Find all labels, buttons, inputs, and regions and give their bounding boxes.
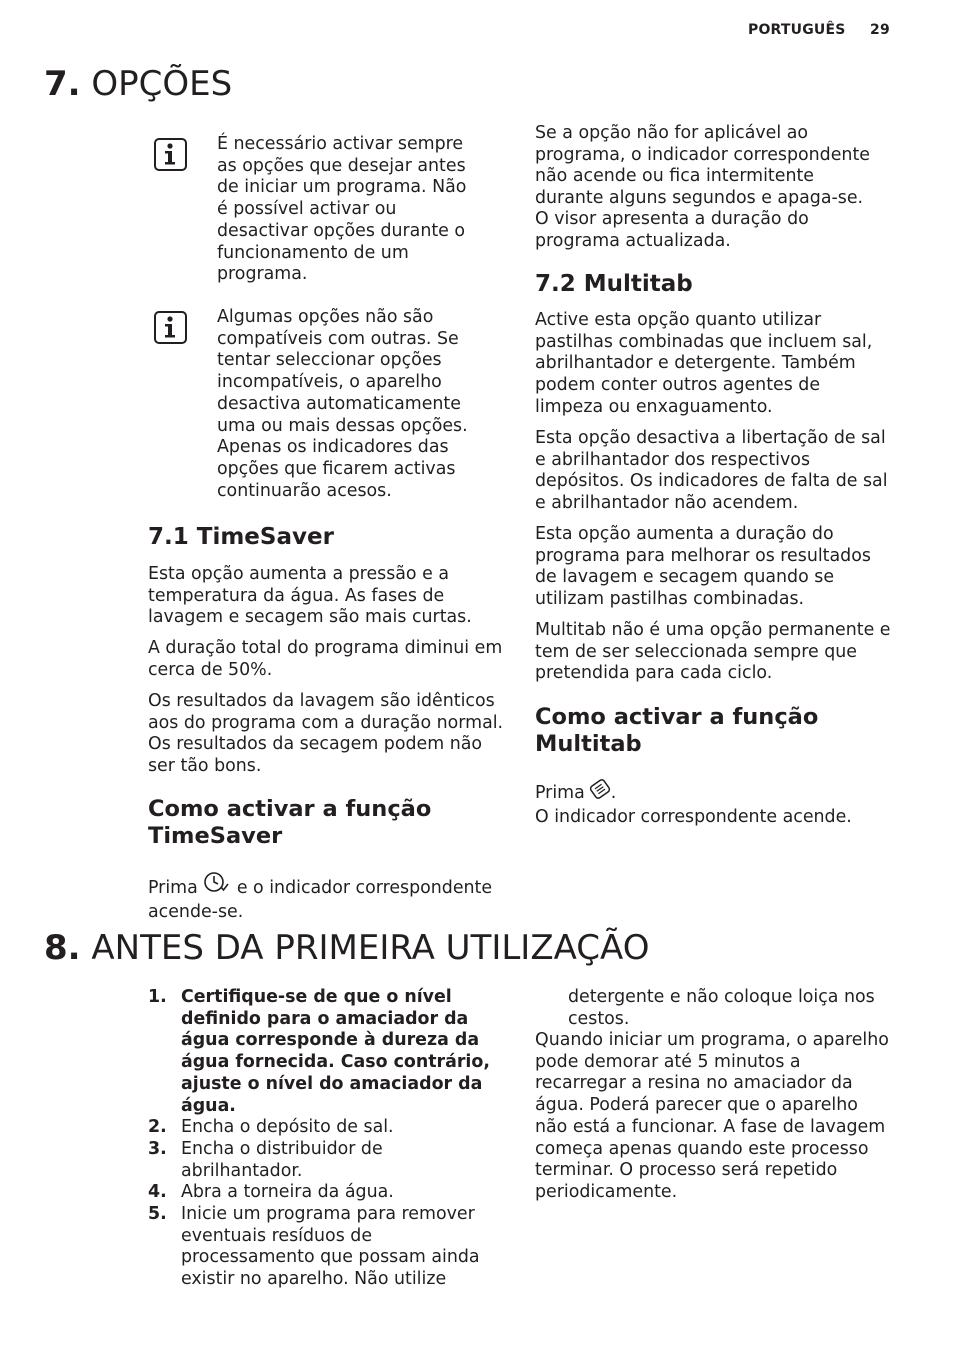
multitab-icon — [589, 778, 611, 807]
subsection-7-1-number: 7.1 — [148, 524, 189, 550]
timesaver-howto-text — [148, 871, 498, 923]
subsection-7-2-number: 7.2 — [535, 271, 576, 297]
section-8-number: 8. — [44, 928, 81, 968]
step-text: Inicie um programa para remover eventuais resíduos de processamento que possam ainda existir no aparelho. Não utilize — [181, 1204, 480, 1290]
language-label: PORTUGUÊS — [748, 22, 846, 38]
multitab-howto-suffix: . — [610, 783, 617, 803]
multitab-paragraph-3: Esta opção aumenta a duração do programa para melhorar os resultados de lavagem e secagem quando se utilizam pastilhas combinadas. — [535, 524, 871, 610]
timesaver-paragraph-1: Esta opção aumenta a pressão e a temperatura da água. As fases de lavagem e secagem são mais curtas. — [148, 564, 472, 628]
step-number: 4. — [148, 1182, 167, 1203]
step-number: 2. — [148, 1117, 167, 1138]
step-number: 1. — [148, 987, 167, 1007]
multitab-howto-heading: Como activar a função Multitab — [535, 704, 819, 757]
page-number: 29 — [870, 22, 890, 38]
resin-recharge-paragraph: Quando iniciar um programa, o aparelho pode demorar até 5 minutos a recarregar a resina no amaciador da água. Poderá parecer que o aparelho não está a funcionar. A fase de lavagem começa apenas quando este processo terminar. O processo será repetido periodicamente. — [535, 1030, 889, 1202]
list-item — [148, 1204, 503, 1291]
timesaver-paragraph-2: A duração total do programa diminui em cerca de 50%. — [148, 638, 503, 680]
timesaver-howto-heading: Como activar a função TimeSaver — [148, 796, 432, 849]
multitab-howto-text — [535, 778, 895, 828]
subsection-7-2-title: Multitab — [583, 271, 693, 297]
info-icon — [154, 138, 187, 171]
multitab-paragraph-2: Esta opção desactiva a libertação de sal e abrilhantador dos respectivos depósitos. Os indicadores de falta de sal e abrilhantador não acendem. — [535, 428, 888, 514]
step-text: Encha o depósito de sal. — [181, 1117, 394, 1138]
info-icon — [154, 311, 187, 344]
step-number: 5. — [148, 1204, 167, 1225]
display-duration-text: O visor apresenta a duração do programa actualizada. — [535, 209, 809, 251]
step-number: 3. — [148, 1138, 167, 1159]
list-item — [148, 1117, 503, 1139]
multitab-howto-line2: O indicador correspondente acende. — [535, 806, 852, 827]
list-item — [148, 1182, 503, 1204]
section-7-number: 7. — [44, 64, 81, 104]
note-incompatible-options: Algumas opções não são compatíveis com outras. Se tentar seleccionar opções incompatíveis, o aparelho desactiva automaticamente uma ou mais dessas opções. Apenas os indicadores das opções que ficarem activas continuarão acesos. — [217, 307, 468, 501]
list-item — [148, 1139, 503, 1182]
subsection-7-2-heading — [535, 271, 693, 297]
timesaver-icon — [203, 871, 231, 902]
setup-steps-list — [148, 987, 503, 1291]
timesaver-howto-suffix: e o indicador correspondente acende-se. — [148, 878, 493, 922]
timesaver-paragraph-3: Os resultados da lavagem são idênticos aos do programa com a duração normal. Os resultados da secagem podem não ser tão bons. — [148, 691, 504, 777]
multitab-paragraph-4: Multitab não é uma opção permanente e tem de ser seleccionada sempre que pretendida para cada ciclo. — [535, 620, 891, 684]
subsection-7-1-title: TimeSaver — [196, 524, 334, 550]
multitab-howto-prefix: Prima — [535, 783, 585, 803]
section-7-title: OPÇÕES — [91, 64, 233, 104]
step-5-continuation: detergente e não coloque loiça nos cestos. — [568, 987, 875, 1029]
option-not-applicable-text: Se a opção não for aplicável ao programa, o indicador correspondente não acende ou fica intermitente durante alguns segundos e apaga-se. — [535, 123, 870, 209]
step-text: Certifique-se de que o nível definido para o amaciador da água corresponde à dureza da água fornecida. Caso contrário, ajuste o nível do amaciador da água. — [181, 987, 490, 1116]
multitab-paragraph-1: Active esta opção quanto utilizar pastilhas combinadas que incluem sal, abrilhantador e detergente. Também podem conter outros agentes de limpeza ou enxaguamento. — [535, 310, 873, 417]
note-options-before-start: É necessário activar sempre as opções que desejar antes de iniciar um programa. Não é possível activar ou desactivar opções durante o funcionamento de um programa. — [217, 134, 467, 285]
timesaver-howto-prefix: Prima — [148, 878, 198, 898]
list-item — [148, 987, 503, 1117]
section-8-title: ANTES DA PRIMEIRA UTILIZAÇÃO — [91, 928, 650, 968]
step-text: Encha o distribuidor de abrilhantador. — [181, 1138, 383, 1181]
subsection-7-1-heading — [148, 524, 334, 550]
section-8-heading — [44, 928, 649, 968]
step-text: Abra a torneira da água. — [181, 1182, 394, 1203]
section-7-heading — [44, 64, 232, 104]
